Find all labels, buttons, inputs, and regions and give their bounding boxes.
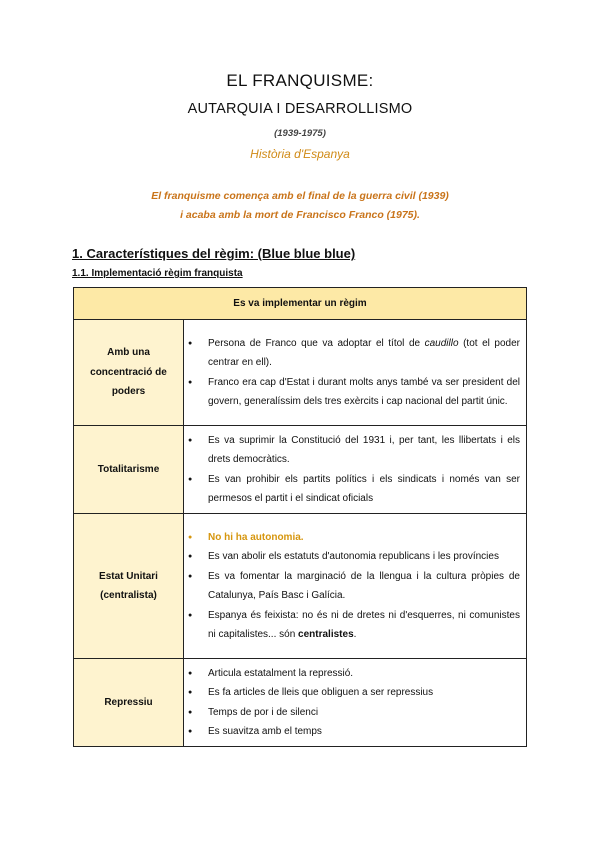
- list-item: ● Es van abolir els estatuts d'autonomia republicans i les províncies: [208, 547, 520, 567]
- row-content-estat-unitari: [184, 514, 527, 659]
- caudillo-term: caudillo: [424, 337, 459, 349]
- list-item: ● Articula estatalment la repressió.: [208, 664, 520, 684]
- intro-line-2: i acaba amb la mort de Francisco Franco (1975).: [180, 209, 420, 221]
- list-item: ● Es va fomentar la marginació de la llengua i la cultura pròpies de Catalunya, País Basc i Galícia.: [208, 567, 520, 606]
- row-label-repressiu: Repressiu: [74, 659, 184, 747]
- list-item: ● Persona de Franco que va adoptar el títol de caudillo (tot el poder centrar en ell).: [208, 334, 520, 373]
- row-label-totalitarisme: Totalitarisme: [74, 426, 184, 514]
- date-range: (1939-1975): [274, 128, 326, 139]
- list-item: ● Es suavitza amb el temps: [208, 722, 520, 742]
- row-content-repressiu: [184, 659, 527, 747]
- table-row: [74, 426, 527, 514]
- row-content-concentracio: [184, 320, 527, 426]
- bullet-list: [188, 528, 520, 645]
- row-content-totalitarisme: [184, 426, 527, 514]
- subsection-heading: 1.1. Implementació règim franquista: [72, 268, 243, 279]
- regime-characteristics-table: [73, 287, 527, 747]
- document-title: EL FRANQUISME:: [226, 71, 374, 90]
- list-item: ● Es fa articles de lleis que obliguen a ser repressius: [208, 683, 520, 703]
- list-item: ● Temps de por i de silenci: [208, 703, 520, 723]
- row-label-concentracio: Amb una concentració de poders: [74, 320, 184, 426]
- bullet-list: [188, 334, 520, 412]
- table-header: Es va implementar un règim: [74, 288, 527, 320]
- course-name: Història d'Espanya: [250, 147, 350, 161]
- list-item: ● Es van prohibir els partits polítics i els sindicats i només van ser permesos el partit i el sindicat oficials: [208, 470, 520, 509]
- bullet-list: [188, 431, 520, 509]
- table-row: [74, 320, 527, 426]
- intro-line-1: El franquisme comença amb el final de la guerra civil (1939): [151, 190, 449, 202]
- table-row: [74, 659, 527, 747]
- document-subtitle: AUTARQUIA I DESARROLLISMO: [187, 101, 413, 117]
- section-heading: 1. Característiques del règim: (Blue blue blue): [72, 246, 356, 261]
- list-item: ● Es va suprimir la Constitució del 1931 i, per tant, les llibertats i els drets democràtics.: [208, 431, 520, 470]
- row-label-estat-unitari: Estat Unitari (centralista): [74, 514, 184, 659]
- centralistes-term: centralistes: [298, 629, 354, 640]
- bullet-list: [188, 664, 520, 742]
- table-row: [74, 514, 527, 659]
- highlighted-list-item: ● No hi ha autonomia.: [208, 528, 520, 548]
- table-header-row: [74, 288, 527, 320]
- list-item: ● Espanya és feixista: no és ni de dretes ni d'esquerres, ni comunistes ni capitalistes... són centralistes.: [208, 606, 520, 645]
- intro-paragraph: [0, 187, 600, 225]
- list-item: ● Franco era cap d'Estat i durant molts anys també va ser president del govern, generalíssim dels tres exèrcits i cap nacional del partit únic.: [208, 373, 520, 412]
